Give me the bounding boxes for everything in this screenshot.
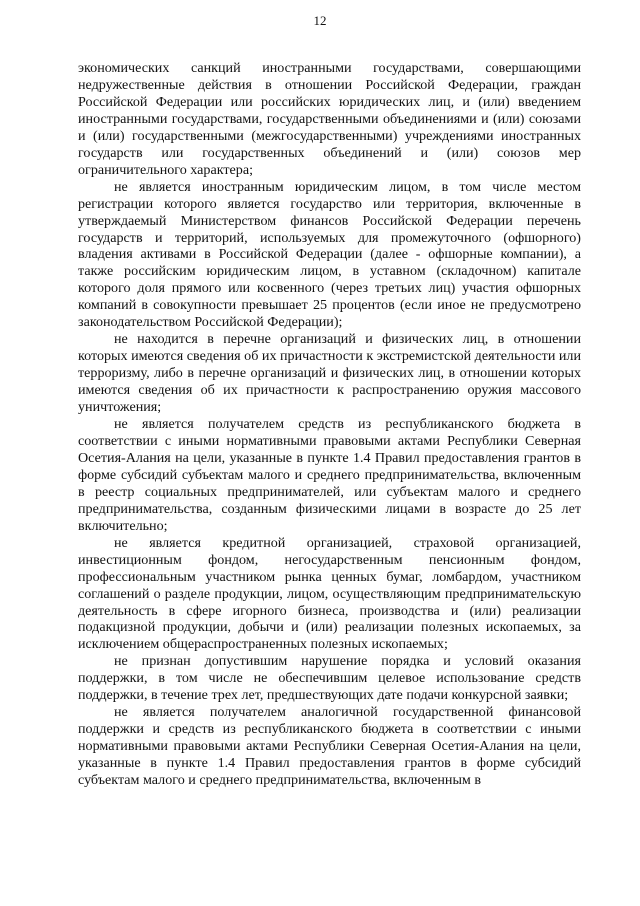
paragraph-3: не находится в перечне организаций и физических лиц, в отношении которых имеются сведения об их причастности к экстремистской деятельности или терроризму, либо в перечне организаций и физических лиц, в отношении которых имеются сведения об их причастности к распространению оружия массового уничтожения; bbox=[78, 331, 582, 416]
paragraph-5: не является кредитной организацией, страховой организацией, инвестиционным фондом, негосударственным пенсионным фондом, профессиональным участником рынка ценных бумаг, ломбардом, участником соглашений о разделе продукции, лицом, осуществляющим предпринимательскую деятельность в сфере игорного бизнеса, производства и (или) реализации подакцизной продукции, добычи и (или) реализации полезных ископаемых, за исключением общераспространенных полезных ископаемых; bbox=[78, 534, 581, 653]
document-body bbox=[78, 60, 581, 789]
paragraph-1: экономических санкций иностранными государствами, совершающими недружественные действия в отношении Российской Федерации, граждан Российской Федерации или российских юридических лиц, и (или) введением иностранными государствами, государственными объединениями и (или) союзами и (или) государственными (межгосударственными) учреждениями иностранных государств или государственных объединений и (или) союзов мер ограничительного характера; bbox=[78, 60, 581, 178]
paragraph-2: не является иностранным юридическим лицом, в том числе местом регистрации которого является государство или территория, включенные в утверждаемый Министерством финансов Российской Федерации перечень государств и территорий, используемых для промежуточного (офшорного) владения активами в Российской Федерации (далее - офшорные компании), а также российским юридическим лицом, в уставном (складочном) капитале которого доля прямого или косвенного (через третьих лиц) участия офшорных компаний в совокупности превышает 25 процентов (если иное не предусмотрено законодательством Российской Федерации); bbox=[78, 178, 581, 331]
paragraph-4: не является получателем средств из республиканского бюджета в соответствии с иными нормативными правовыми актами Республики Северная Осетия-Алания на цели, указанные в пункте 1.4 Правил предоставления грантов в форме субсидий субъектам малого и среднего предпринимательства, включенным в реестр социальных предпринимателей, или субъектам малого и среднего предпринимательства, созданным физическими лицами в возрасте до 25 лет включительно; bbox=[78, 416, 581, 534]
page-number: 12 bbox=[313, 13, 327, 28]
paragraph-7: не является получателем аналогичной государственной финансовой поддержки и средств из республиканского бюджета в соответствии с иными нормативными правовыми актами Республики Северная Осетия-Алания на цели, указанные в пункте 1.4 Правил предоставления грантов в форме субсидий субъектам малого и среднего предпринимательства, включенным в bbox=[78, 704, 581, 789]
paragraph-6: не признан допустившим нарушение порядка и условий оказания поддержки, в том числе не обеспечившим целевое использование средств поддержки, в течение трех лет, предшествующих дате подачи конкурсной заявки; bbox=[78, 653, 581, 704]
